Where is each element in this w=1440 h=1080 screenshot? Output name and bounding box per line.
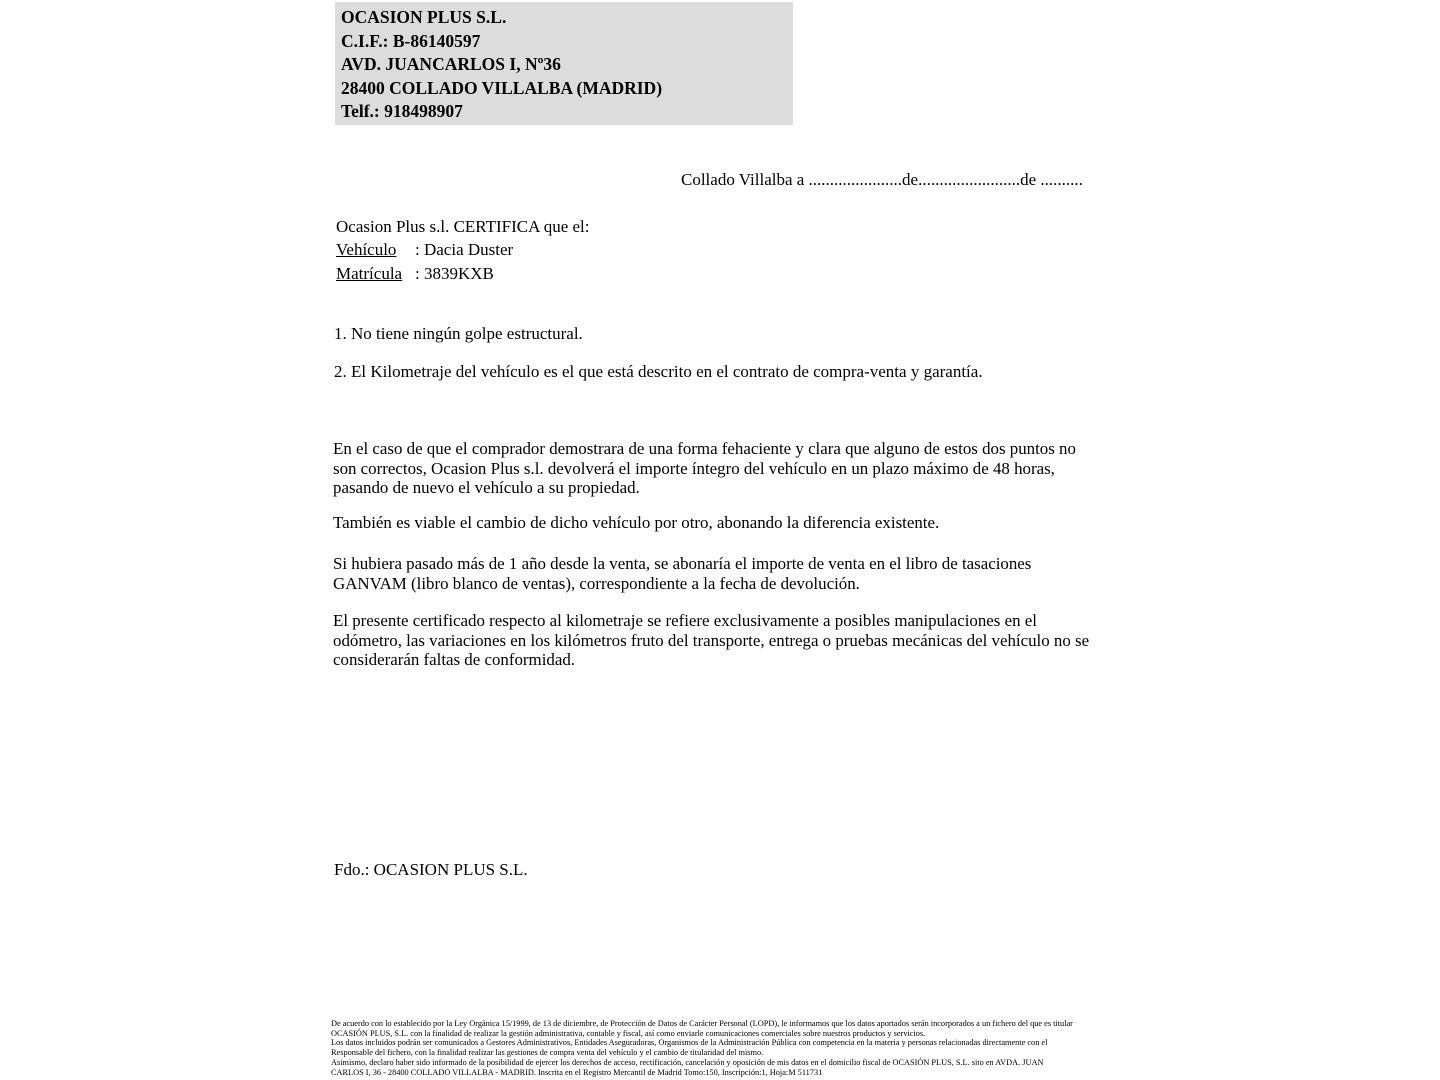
certifies-line: Ocasion Plus s.l. CERTIFICA que el: xyxy=(336,217,590,236)
legal-line-5: Asimismo, declaro haber sido informado de la posibilidad de ejercer los derechos de acceso, rectificación, cancelación y oposición de mis datos en el domicilio fiscal de OCASIÓN PLUS, S.L. sito en AVDA. JUAN xyxy=(331,1057,1044,1067)
vehicle-value: : Dacia Duster xyxy=(415,240,514,260)
company-city: 28400 COLLADO VILLALBA (MADRID) xyxy=(341,77,663,98)
paragraph-refund-conditions: En el caso de que el comprador demostrara de una forma fehaciente y clara que alguno de estos dos puntos no son correctos, Ocasion Plus s.l. devolverá el importe íntegro del vehículo en un plazo máximo de 48 horas, pasando de nuevo el vehículo a su propiedad. xyxy=(333,439,1076,498)
vehicle-label: Vehículo xyxy=(336,240,397,260)
signature-line: Fdo.: OCASION PLUS S.L. xyxy=(334,860,528,879)
plate-row xyxy=(336,262,590,285)
certified-point-2: 2. El Kilometraje del vehículo es el que está descrito en el contrato de compra-venta y garantía. xyxy=(334,362,983,381)
legal-line-1: De acuerdo con lo establecido por la Ley Orgánica 15/1999, de 13 de diciembre, de Protección de Datos de Carácter Personal (LOPD), le informamos que los datos aportados serán incorporados a un fichero del que es titular xyxy=(331,1019,1073,1028)
paragraph-after-one-year: Si hubiera pasado más de 1 año desde la venta, se abonaría el importe de venta en el libro de tasaciones GANVAM (libro blanco de ventas), correspondiente a la fecha de devolución. xyxy=(333,554,1032,593)
paragraph-odometer-disclaimer: El presente certificado respecto al kilometraje se refiere exclusivamente a posibles manipulaciones en el odómetro, las variaciones en los kilómetros fruto del transporte, entrega o pruebas mecánicas del vehículo no se considerarán faltas de conformidad. xyxy=(333,611,1090,670)
paragraph-exchange-option: También es viable el cambio de dicho vehículo por otro, abonando la diferencia existente. xyxy=(333,513,940,532)
plate-label: Matrícula xyxy=(336,263,403,283)
vehicle-row xyxy=(336,238,590,261)
legal-line-3: Los datos incluidos podrán ser comunicados a Gestores Administrativos, Entidades Aseguradoras, Organismos de la Administración Pública con competencia en la materia y personas relacionadas directamente con el xyxy=(331,1038,1048,1048)
company-phone: Telf.: 918498907 xyxy=(341,101,463,122)
company-header-box xyxy=(335,2,793,125)
plate-value: : 3839KXB xyxy=(415,263,494,283)
legal-line-4: Responsable del fichero, con la finalidad realizar las gestiones de compra venta del vehículo y el cambio de titularidad del mismo. xyxy=(331,1048,764,1058)
date-fill-in-line: Collado Villalba a ......................de........................de .......... xyxy=(681,170,1083,189)
legal-line-6: CARLOS I, 36 - 28400 COLLADO VILLALBA - MADRID. Inscrita en el Registro Mercantil de Madrid Tomo:150, Inscripción:1, Hoja:M 511731 xyxy=(331,1067,823,1077)
company-cif: C.I.F.: B-86140597 xyxy=(341,30,481,51)
company-name: OCASION PLUS S.L. xyxy=(341,7,507,27)
certified-point-1: 1. No tiene ningún golpe estructural. xyxy=(334,324,583,343)
legal-fine-print xyxy=(331,1019,1111,1077)
legal-line-2: OCASIÓN PLUS, S.L. con la finalidad de realizar la gestión administrativa, contable y fiscal, así como enviarle comunicaciones comerciales sobre nuestros productos y servicios. xyxy=(331,1028,926,1038)
company-address: AVD. JUANCARLOS I, Nº36 xyxy=(341,54,561,75)
certification-block xyxy=(336,215,590,285)
